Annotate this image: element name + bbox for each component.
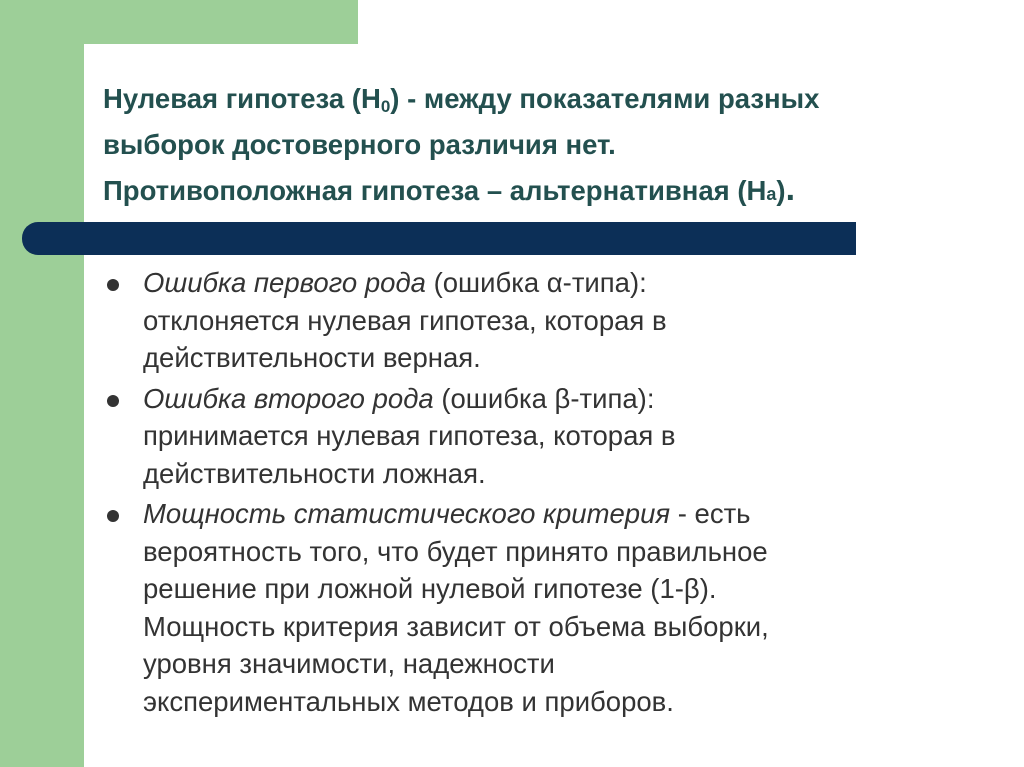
bullet-term-rest: - есть — [670, 498, 751, 529]
bullet-term-rest: (ошибка α-типа): — [425, 267, 647, 298]
bullet-item-test-power — [102, 495, 1002, 720]
title-subscript-zero: 0 — [380, 97, 391, 116]
title-line-3 — [103, 168, 1013, 217]
title-line-3-close: ) — [776, 175, 786, 206]
bullet-text-line: принимается нулевая гипотеза, которая в — [143, 420, 676, 451]
bullet-text-line: решение при ложной нулевой гипотезе (1-β). — [143, 573, 717, 604]
bullet-item-type-one-error — [102, 264, 1002, 377]
bullet-heading-line — [143, 264, 1002, 302]
title-final-dot: . — [785, 170, 796, 208]
bullet-list — [102, 264, 1002, 723]
bullet-text-line: экспериментальных методов и приборов. — [143, 685, 674, 717]
title-line-1-start: Нулевая гипотеза (Н — [103, 83, 381, 114]
title-small-a: а — [766, 184, 777, 204]
bullet-term: Мощность статистического критерия — [143, 498, 671, 529]
bullet-text-line: отклоняется нулевая гипотеза, которая в — [143, 304, 667, 336]
bullet-text-line: действительности верная. — [143, 342, 481, 373]
bullet-text-line: действительности ложная. — [143, 457, 486, 489]
title-line-1 — [103, 76, 1013, 122]
bullet-text-line: уровня значимости, надежности — [143, 648, 555, 679]
title-line-3-start: Противоположная гипотеза – альтернативная (Н — [103, 175, 767, 206]
bullet-heading-line — [143, 380, 1002, 418]
title-line-2: выборок достоверного различия нет. — [103, 129, 616, 160]
bullet-heading-line — [143, 495, 1002, 533]
bullet-dot-icon — [107, 510, 119, 522]
bullet-text-line: вероятность того, что будет принято правильное — [143, 535, 768, 567]
title-divider-bar — [22, 222, 856, 255]
bullet-term: Ошибка второго рода — [143, 382, 434, 414]
bullet-dot-icon — [107, 279, 119, 291]
title-line-1-end: ) - между показателями разных — [390, 83, 820, 114]
bullet-text-line: Мощность критерия зависит от объема выборки, — [143, 610, 769, 642]
bullet-dot-icon — [107, 395, 119, 407]
bullet-item-type-two-error — [102, 380, 1002, 493]
bullet-term-rest: (ошибка β-типа): — [433, 382, 655, 414]
bullet-term: Ошибка первого рода — [143, 267, 426, 298]
slide-title — [103, 76, 1013, 217]
